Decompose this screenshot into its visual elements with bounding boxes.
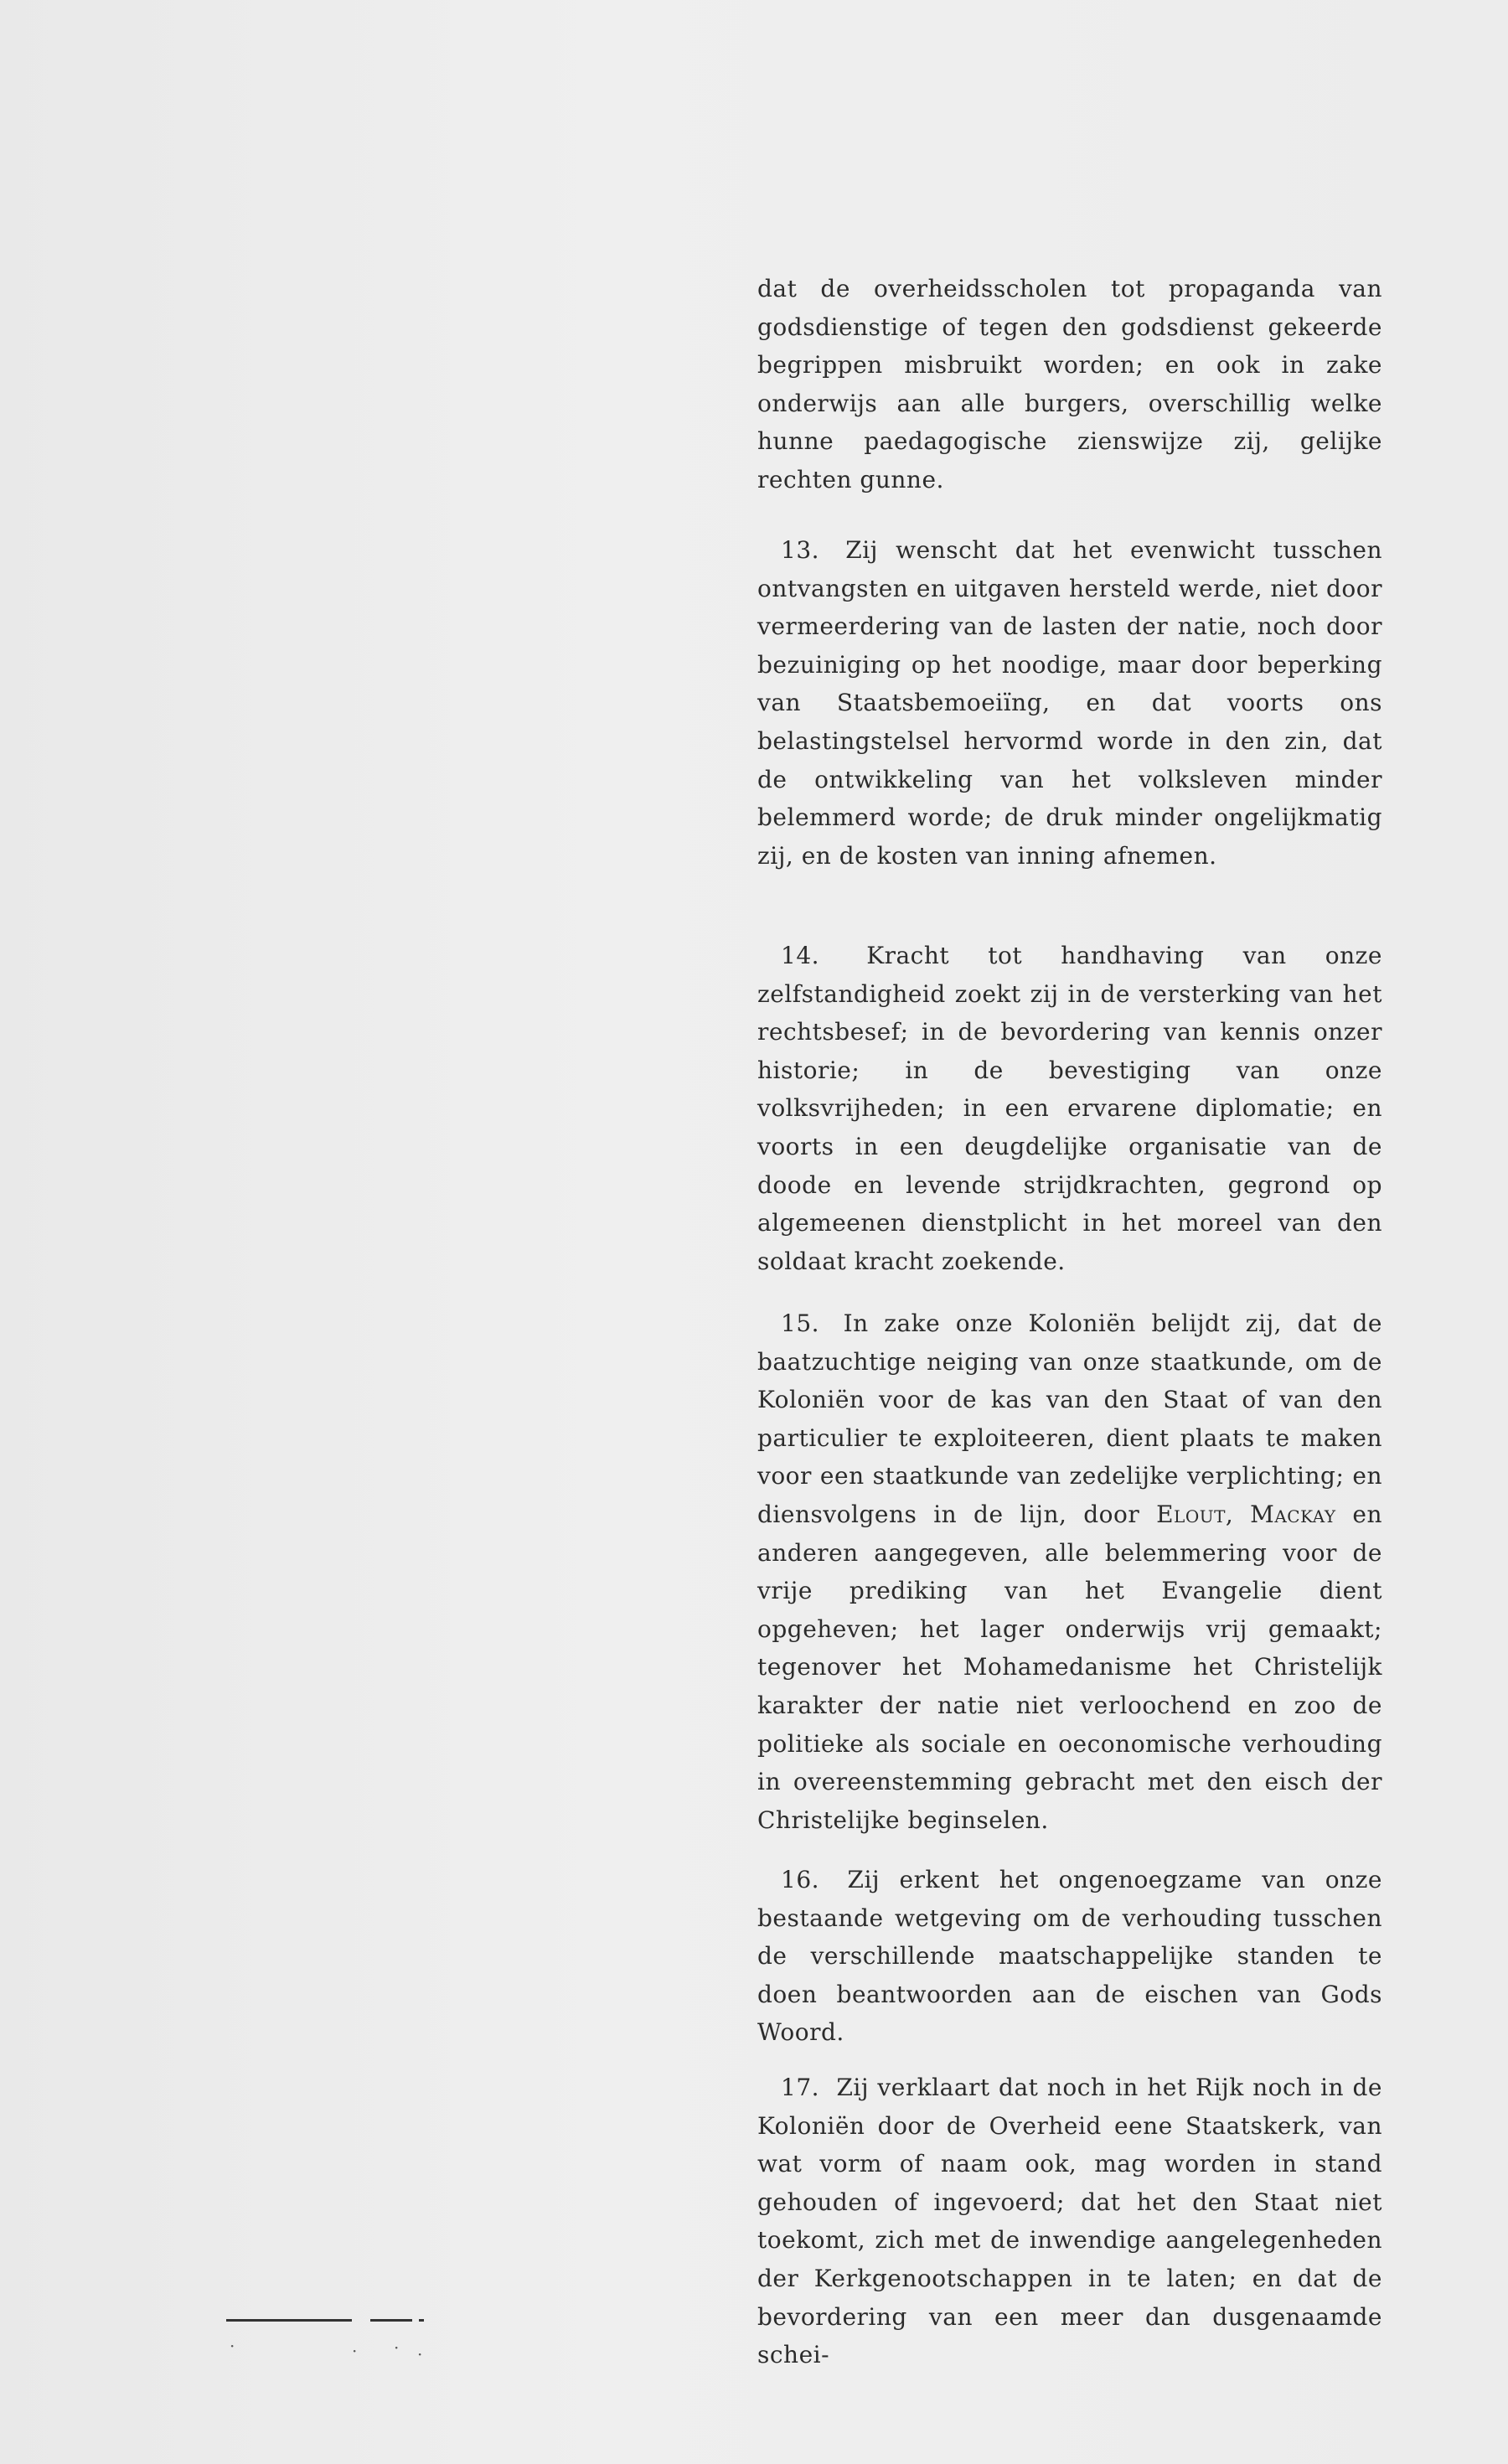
paragraph-number: 13. [781,536,820,564]
paragraph-number: 14. [781,942,820,969]
paragraph-13 [757,531,1382,875]
name-separator: , [1225,1500,1251,1528]
paragraph-text: Zij erkent het ongenoegzame van onze bestaande wetgeving om de verhouding tusschen de verschillende maatschappelijke standen te doen beantwoorden aan de eischen van Gods Woord. [757,1866,1382,2047]
scan-dash-mark [419,2319,424,2322]
paragraph-text: dat de overheidsscholen tot propaganda van godsdienstige of tegen den godsdienst gekeerde begrippen misbruikt worden; en ook in zake onderwijs aan alle burgers, overschillig welke hunne paedagogische zienswijze zij, gelijke rechten gunne. [757,275,1382,493]
name-elout: Elout [1156,1500,1226,1528]
paragraph-text: Kracht tot handhaving van onze zelfstandigheid zoekt zij in de versterking van het rechtsbesef; in de bevordering van kennis onzer historie; in de bevestiging van onze volksvrijheden; in een ervarene diplomatie; en voorts in een deugdelijke organisatie van de doode en levende strijdkrachten, gegrond op algemeenen dienstplicht in het moreel van den soldaat kracht zoekende. [757,942,1382,1275]
scan-speck-mark: · [230,2336,235,2356]
paragraph-17 [757,2069,1382,2374]
margin-scan-marks [226,2312,494,2363]
paragraph-16 [757,1861,1382,2052]
paragraph-15 [757,1304,1382,1839]
paragraph-number: 15. [781,1309,820,1337]
paragraph-text-part-a: In zake onze Koloniën belijdt zij, dat de baatzuchtige neiging van onze staatkunde, om de Koloniën voor de kas van den Staat of van den particulier te exploiteeren, dient plaats te maken voor een staatkunde van zedelijke verplichting; en diensvolgens in de lijn, door [757,1309,1382,1528]
paragraph-number: 16. [781,1866,820,1893]
paragraph-number: 17. [781,2074,820,2101]
paragraph-text: Zij wenscht dat het evenwicht tusschen ontvangsten en uitgaven hersteld werde, niet door vermeerdering van de lasten der natie, noch door bezuiniging op het noodige, maar door beperking van Staatsbemoeiïng, en dat voorts ons belastingstelsel hervormd worde in den zin, dat de ontwikkeling van het volksleven minder belemmerd worde; de druk minder ongelijkmatig zij, en de kosten van inning afnemen. [757,536,1383,870]
scan-speck-mark: · [394,2337,400,2358]
scan-speck-mark: · [417,2344,423,2364]
paragraph-14 [757,937,1382,1280]
paragraph-text-part-b: en anderen aangegeven, alle belemmering voor de vrije prediking van het Evangelie dient opgeheven; het lager onderwijs vrij gemaakt; tegenover het Mohamedanisme het Christelijk karakter der natie niet verloochend en zoo de politieke als sociale en oeconomische verhouding in overeenstemming gebracht met den eisch der Christelijke beginselen. [757,1500,1382,1834]
paragraph-12-continuation [757,270,1382,499]
name-mackay: Mackay [1250,1500,1336,1528]
paragraph-text: Zij verklaart dat noch in het Rijk noch in de Koloniën door de Overheid eene Staatskerk, van wat vorm of naam ook, mag worden in stand gehouden of ingevoerd; dat het den Staat niet toekomt, zich met de inwendige aangelegenheden der Kerkgenootschappen in te laten; en dat de bevordering van een meer dan dusgenaamde schei- [757,2074,1382,2369]
scan-dash-mark [226,2319,352,2322]
scan-speck-mark: · [352,2341,358,2361]
scan-dash-mark [370,2319,412,2322]
